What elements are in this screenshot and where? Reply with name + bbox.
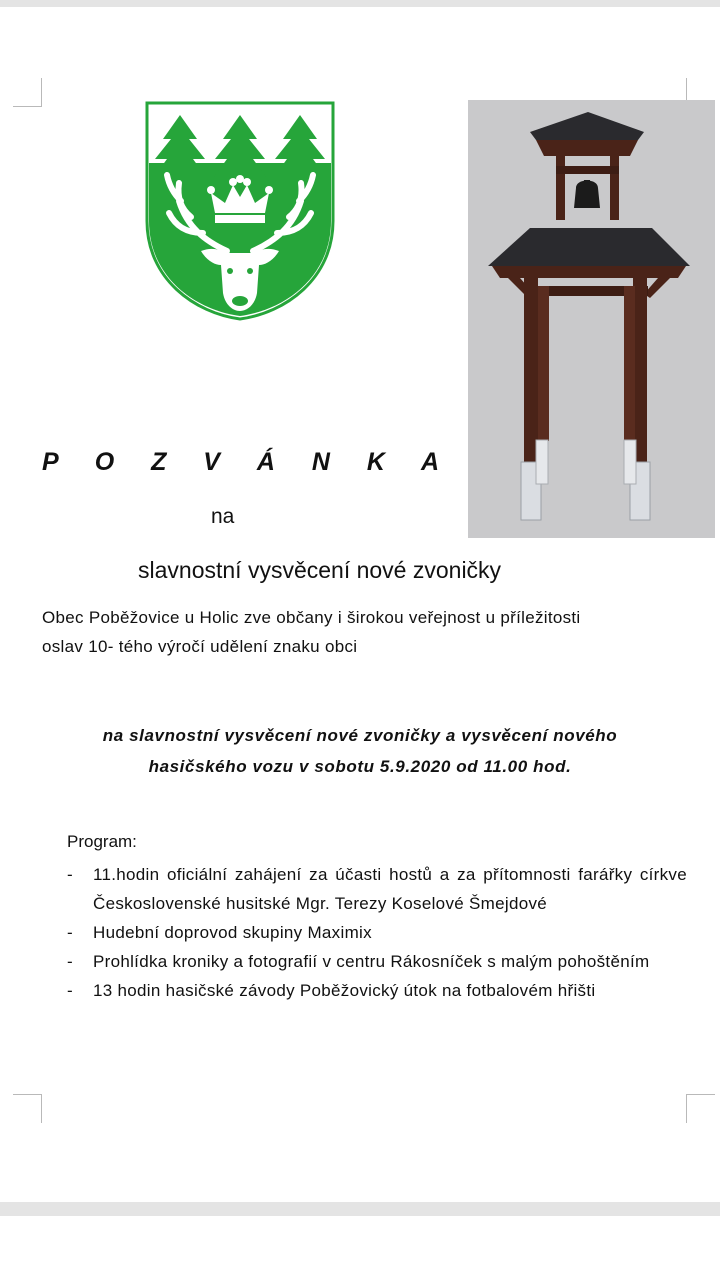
title-connector: na — [211, 505, 235, 528]
invitation-paragraph — [60, 720, 660, 782]
program-list — [67, 860, 687, 1005]
bullet-dash: - — [67, 952, 73, 971]
list-item — [67, 918, 687, 947]
intro-line-2: oslav 10- tého výročí udělení znaku obci — [42, 637, 358, 656]
subtitle: slavnostní vysvěcení nové zvoničky — [138, 557, 502, 583]
invitation-line-2: hasičského vozu v sobotu 5.9.2020 od 11.00 hod. — [148, 757, 572, 776]
program-item-text: Hudební doprovod skupiny Maximix — [93, 923, 372, 942]
top-frame-bar — [0, 0, 720, 7]
page-title: P O Z V Á N K A — [42, 448, 455, 476]
bottom-frame-bar — [0, 1202, 720, 1216]
program-item-text: 13 hodin hasičské závody Poběžovický útok na fotbalovém hřišti — [93, 981, 596, 1000]
intro-paragraph — [42, 603, 718, 661]
list-item — [67, 860, 687, 918]
bullet-dash: - — [67, 865, 73, 884]
program-item-text: 11.hodin oficiální zahájení za účasti hostů a za přítomnosti farářky církve Československé husitské Mgr. Terezy Koselové Šmejdové — [93, 865, 687, 913]
list-item — [67, 947, 687, 976]
corner-mark-top-left — [13, 78, 42, 107]
bullet-dash: - — [67, 981, 73, 1000]
corner-mark-bottom-left — [13, 1094, 42, 1123]
list-item — [67, 976, 687, 1005]
program-item-text: Prohlídka kroniky a fotografií v centru Rákosníček s malým pohoštěním — [93, 952, 650, 971]
coat-of-arms-icon — [145, 101, 335, 321]
invitation-line-1: na slavnostní vysvěcení nové zvoničky a vysvěcení nového — [102, 726, 618, 745]
corner-mark-bottom-right — [686, 1094, 715, 1123]
bullet-dash: - — [67, 923, 73, 942]
program-heading: Program: — [67, 832, 137, 851]
wooden-bell-tower-icon — [468, 100, 715, 538]
bell-tower-photo — [468, 100, 715, 538]
intro-line-1: Obec Poběžovice u Holic zve občany i širokou veřejnost u příležitosti — [42, 608, 581, 627]
